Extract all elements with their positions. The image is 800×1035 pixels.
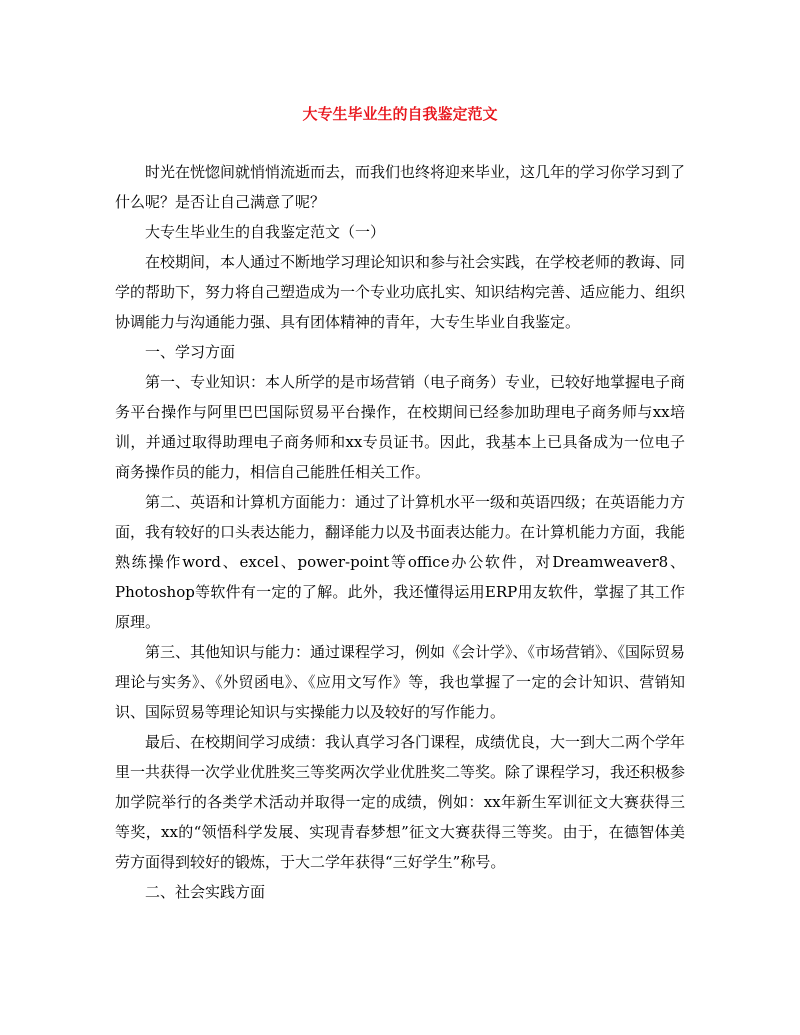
- paragraph-professional-knowledge: 第一、专业知识：本人所学的是市场营销（电子商务）专业，已较好地掌握电子商务平台操作与阿里巴巴国际贸易平台操作，在校期间已经参加助理电子商务师与xx培训，并通过取得助理电子商务师和xx专员证书。因此，我基本上已具备成为一位电子商务操作员的能力，相信自己能胜任相关工作。: [115, 373, 686, 481]
- paragraph-intro: 时光在恍惚间就悄悄流逝而去，而我们也终将迎来毕业，这几年的学习你学习到了什么呢？是否让自己满意了呢？: [115, 163, 686, 211]
- paragraph-grades: 最后、在校期间学习成绩：我认真学习各门课程，成绩优良，大一到大二两个学年里一共获得一次学业优胜奖三等奖两次学业优胜奖二等奖。除了课程学习，我还积极参加学院举行的各类学术活动并取得一定的成绩，例如：xx年新生军训征文大赛获得三等奖，xx的“领悟科学发展、实现青春梦想”征文大赛获得三等奖。由于，在德智体美劳方面得到较好的锻炼，于大二学年获得“三好学生”称号。: [115, 733, 686, 871]
- paragraph-english-computer: 第二、英语和计算机方面能力：通过了计算机水平一级和英语四级；在英语能力方面，我有较好的口头表达能力，翻译能力以及书面表达能力。在计算机能力方面，我能熟练操作word、excel、power-point等office办公软件，对Dreamweaver8、Photoshop等软件有一定的了解。此外，我还懂得运用ERP用友软件，掌握了其工作原理。: [115, 493, 686, 631]
- section-heading-sample-one: 大专生毕业生的自我鉴定范文（一）: [145, 223, 386, 241]
- paragraph-overview: 在校期间，本人通过不断地学习理论知识和参与社会实践，在学校老师的教诲、同学的帮助下，努力将自己塑造成为一个专业功底扎实、知识结构完善、适应能力、组织协调能力与沟通能力强、具有团体精神的青年，大专生毕业自我鉴定。: [115, 253, 686, 331]
- document-body: [115, 157, 685, 907]
- paragraph-other-abilities: 第三、其他知识与能力：通过课程学习，例如《会计学》、《市场营销》、《国际贸易理论与实务》、《外贸函电》、《应用文写作》等，我也掌握了一定的会计知识、营销知识、国际贸易等理论知识与实操能力以及较好的写作能力。: [115, 643, 686, 721]
- section-heading-study: 一、学习方面: [145, 343, 236, 361]
- document-title: 大专生毕业生的自我鉴定范文: [302, 105, 498, 123]
- section-heading-social-practice: 二、社会实践方面: [145, 883, 266, 901]
